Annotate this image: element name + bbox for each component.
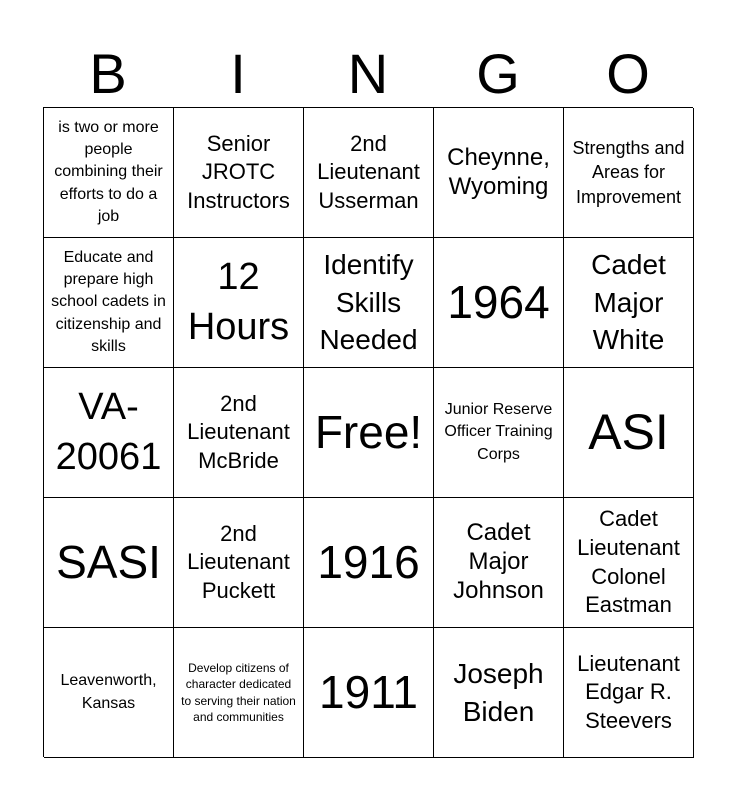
cell-text: Strengths and Areas for Improvement xyxy=(572,138,685,207)
cell-text: Lieutenant Edgar R. Steevers xyxy=(577,650,680,733)
cell-text: Senior JROTC Instructors xyxy=(187,130,290,213)
cell-text: Cadet Major Johnson xyxy=(453,519,544,604)
bingo-cell[interactable] xyxy=(304,238,434,368)
cell-text: Develop citizens of character dedicated to serving their nation and communities xyxy=(181,661,296,724)
cell-text: Joseph Biden xyxy=(453,657,544,727)
bingo-cell[interactable] xyxy=(174,368,304,498)
cell-text: 2nd Lieutenant McBride xyxy=(187,390,290,473)
bingo-header xyxy=(43,40,693,108)
bingo-cell[interactable] xyxy=(44,108,174,238)
bingo-cell[interactable] xyxy=(434,238,564,368)
free-space-cell[interactable] xyxy=(304,368,434,498)
cell-text: Cadet Lieutenant Colonel Eastman xyxy=(577,506,680,618)
cell-text: 2nd Lieutenant Usserman xyxy=(317,130,420,213)
cell-text: VA-20061 xyxy=(55,386,162,478)
bingo-cell[interactable] xyxy=(174,628,304,758)
header-letter-g: G xyxy=(476,42,520,105)
bingo-cell[interactable] xyxy=(564,368,694,498)
bingo-cell[interactable] xyxy=(434,498,564,628)
header-letter-o: O xyxy=(606,42,650,105)
cell-text: Leavenworth, Kansas xyxy=(60,672,157,712)
bingo-cell[interactable] xyxy=(44,368,174,498)
bingo-cell[interactable] xyxy=(174,238,304,368)
bingo-cell[interactable] xyxy=(304,108,434,238)
bingo-cell[interactable] xyxy=(304,498,434,628)
bingo-cell[interactable] xyxy=(564,108,694,238)
bingo-cell[interactable] xyxy=(44,628,174,758)
bingo-cell[interactable] xyxy=(434,368,564,498)
cell-text: Junior Reserve Officer Training Corps xyxy=(444,400,553,463)
bingo-cell[interactable] xyxy=(44,238,174,368)
bingo-cell[interactable] xyxy=(564,238,694,368)
bingo-cell[interactable] xyxy=(44,498,174,628)
bingo-cell[interactable] xyxy=(174,498,304,628)
cell-text: is two or more people combining their efforts to do a job xyxy=(54,118,163,226)
cell-text: SASI xyxy=(56,535,161,588)
cell-text: Cheynne, Wyoming xyxy=(447,143,550,200)
cell-text: Identify Skills Needed xyxy=(319,248,418,356)
cell-text: Educate and prepare high school cadets in citizenship and skills xyxy=(51,248,166,356)
bingo-board xyxy=(43,107,693,757)
cell-text: Free! xyxy=(314,405,423,458)
bingo-cell[interactable] xyxy=(174,108,304,238)
cell-text: Cadet Major White xyxy=(591,248,666,356)
bingo-cell[interactable] xyxy=(564,498,694,628)
bingo-cell[interactable] xyxy=(564,628,694,758)
bingo-cell[interactable] xyxy=(304,628,434,758)
cell-text: ASI xyxy=(588,404,669,460)
header-letter-i: I xyxy=(230,42,246,105)
bingo-cell[interactable] xyxy=(434,108,564,238)
bingo-cell[interactable] xyxy=(434,628,564,758)
cell-text: 2nd Lieutenant Puckett xyxy=(187,520,290,603)
header-letter-b: B xyxy=(89,42,127,105)
cell-text: 1964 xyxy=(447,275,550,328)
header-letter-n: N xyxy=(347,42,389,105)
cell-text: 12 Hours xyxy=(187,256,290,348)
cell-text: 1916 xyxy=(317,535,420,588)
cell-text: 1911 xyxy=(319,665,418,718)
